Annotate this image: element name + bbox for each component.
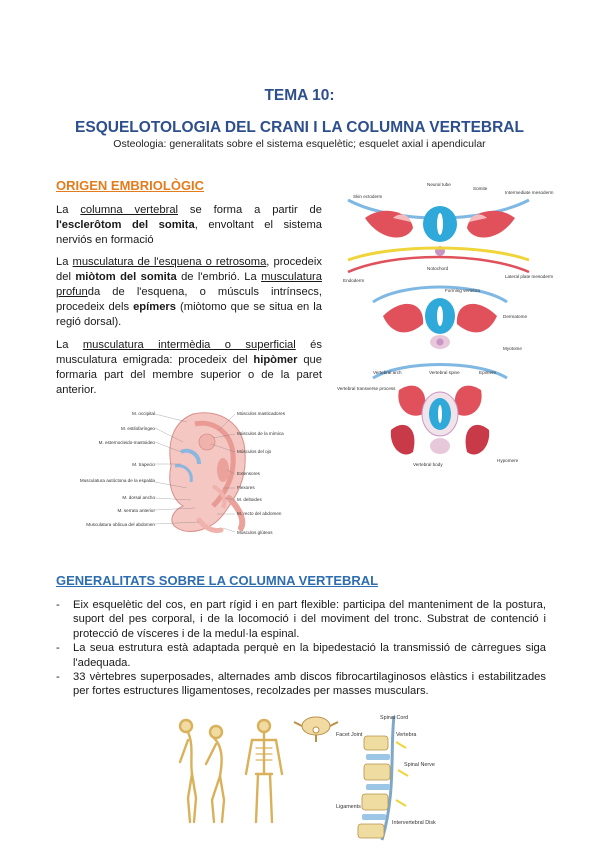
label: Músculos del ojo bbox=[237, 449, 272, 454]
embryo-muscle-figure bbox=[79, 402, 325, 544]
list-item: - 33 vèrtebres superposades, alternades amb discos fibrocartilaginosos elàstics i estabilitzades per fortes estructures lligamentoses, recolzades per masses musculars. bbox=[56, 671, 546, 698]
label: Intervertebral Disk bbox=[392, 820, 436, 826]
list-item: - Eix esquelètic del cos, en part rígid i en part flexible: participa del manteniment de la postura, suport del pes corporal, i de la locomoció i del moviment del tronc. Substrat de contenció i protecció de vísceres i de la medul·la espinal. bbox=[56, 599, 546, 640]
label: Notochord bbox=[427, 266, 449, 271]
label: Músculos glúteos bbox=[237, 530, 273, 535]
embryo-left-labels bbox=[80, 411, 156, 527]
label: Musculatura autóctona de la espalda bbox=[79, 478, 155, 483]
paragraph-retrosoma: La musculatura de l'esquena o retrosoma, procedeix del miòtom del somita de l'embrió. La musculatura profunda de l'esquena, o músculs intrínsecs, procedeix dels epímers (miòtomo que se situa en la regió dorsal). bbox=[56, 256, 322, 328]
section-heading-origen: ORIGEN EMBRIOLÒGIC bbox=[56, 178, 205, 193]
label: Endoderm bbox=[343, 278, 365, 283]
label: M. esternocleido-mastoideo bbox=[98, 440, 155, 445]
label: Vertebral spine bbox=[429, 370, 460, 375]
page-title: ESQUELOTOLOGIA DEL CRANI I LA COLUMNA VERTEBRAL bbox=[75, 119, 524, 136]
label: Lateral plate mesoderm bbox=[505, 274, 554, 279]
label: Hypomere bbox=[497, 458, 519, 463]
label: M. dorsal ancho bbox=[122, 495, 155, 500]
label: M. deltoides bbox=[237, 497, 262, 502]
label: Spinal Nerve bbox=[404, 762, 435, 768]
label: Skin ectoderm bbox=[353, 194, 383, 199]
list-item: - La seua estrutura està adaptada perquè en la bipedestació la transmissió de càrregues siga l'adequada. bbox=[56, 642, 546, 669]
label: Facet Joint bbox=[336, 732, 363, 738]
label: Vertebra bbox=[396, 732, 417, 738]
label: Spinal Cord bbox=[380, 715, 409, 721]
skeleton-side-1 bbox=[180, 720, 196, 822]
label: Vertebral body bbox=[413, 462, 443, 467]
somite-panel-3 bbox=[373, 365, 507, 455]
skeleton-front bbox=[246, 720, 282, 822]
label: Ligaments bbox=[336, 804, 361, 810]
paragraph-columna: La columna vertebral se forma a partir de l'esclerôtom del somita, envoltant el sistema nerviós en formació bbox=[56, 204, 323, 246]
section-heading-columna: GENERALITATS SOBRE LA COLUMNA VERTEBRAL bbox=[56, 573, 379, 588]
tema-number: TEMA 10: bbox=[264, 87, 335, 104]
embryo-illustration bbox=[170, 413, 245, 532]
label: M. recto del abdomen bbox=[237, 511, 282, 516]
label: M. serrato anterior bbox=[117, 508, 155, 513]
label: Flexores bbox=[237, 485, 255, 490]
label: M. occipital bbox=[132, 411, 155, 416]
label: Extensores bbox=[237, 471, 260, 476]
label: Epimere bbox=[479, 370, 497, 375]
label: Musculatura oblicua del abdomen bbox=[86, 522, 155, 527]
label: Myotome bbox=[503, 346, 522, 351]
label: Vertebral transverse process bbox=[337, 386, 396, 391]
label: Somite bbox=[473, 186, 488, 191]
label: M. trapecio bbox=[132, 462, 155, 467]
spine-segment-figure bbox=[334, 712, 438, 844]
label: M. estilofaríngeo bbox=[121, 426, 155, 431]
paragraph-musculatura-superficial: La musculatura intermèdia o superficial és musculatura emigrada: procedeix del hipòmer que formaria part del membre superior o de la paret anterior. bbox=[56, 339, 322, 396]
label: Forming vertebra bbox=[445, 288, 480, 293]
label: Dermatome bbox=[503, 314, 527, 319]
label: Músculos de la mímica bbox=[237, 431, 284, 436]
label: Intermediate mesoderm bbox=[505, 190, 554, 195]
somite-panel-1 bbox=[348, 200, 529, 272]
somite-panel-2 bbox=[373, 287, 507, 349]
label: Neural tube bbox=[427, 182, 451, 187]
skeleton-side-2 bbox=[206, 726, 224, 822]
vertebra-top-view bbox=[294, 717, 338, 742]
label: Vertebral arch bbox=[373, 370, 402, 375]
page-subtitle: Osteologia: generalitats sobre el sistema esquelètic; esquelet axial i apendicular bbox=[113, 138, 486, 150]
generalitats-list bbox=[56, 598, 546, 699]
skeleton-posture-figure bbox=[172, 712, 346, 830]
label: Músculos masticadores bbox=[237, 411, 285, 416]
somite-development-figure bbox=[333, 178, 554, 468]
